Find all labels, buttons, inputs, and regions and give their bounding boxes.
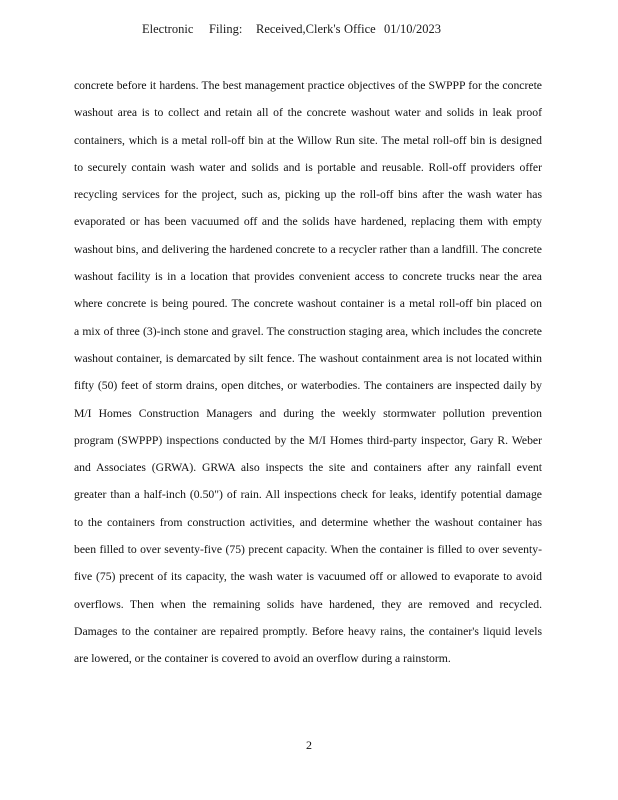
- header-office: Office: [344, 22, 376, 36]
- body-line: concrete before it hardens. The best management practice objectives of the SWPPP for the concrete: [74, 79, 542, 92]
- body-line: Damages to the container are repaired promptly. Before heavy rains, the container's liquid levels: [74, 624, 542, 638]
- body-line: washout container, is demarcated by silt fence. The washout containment area is not located within: [74, 351, 542, 365]
- body-line: and Associates (GRWA). GRWA also inspects the site and containers after any rainfall event: [74, 461, 542, 475]
- header-filing: Filing:: [209, 22, 243, 36]
- header-received: Received,Clerk's: [256, 22, 341, 36]
- body-line: washout bins, and delivering the hardened concrete to a recycler rather than a landfill. The concrete: [74, 242, 542, 256]
- body-line: fifty (50) feet of storm drains, open ditches, or waterbodies. The containers are inspected daily by: [74, 379, 542, 393]
- body-line: evaporated or has been vacuumed off and the solids have hardened, replacing them with empty: [74, 215, 542, 229]
- body-line: five (75) precent of its capacity, the wash water is vacuumed off or allowed to evaporate to avoid: [74, 570, 542, 584]
- body-line: overflows. Then when the remaining solids have hardened, they are removed and recycled.: [74, 597, 542, 611]
- body-line: washout area is to collect and retain all of the concrete washout water and solids in leak proof: [74, 106, 542, 120]
- body-line: M/I Homes Construction Managers and during the weekly stormwater pollution prevention: [74, 406, 542, 420]
- body-line: recycling services for the project, such as, picking up the roll-off bins after the wash water has: [74, 188, 542, 202]
- filing-header: [0, 21, 618, 37]
- body-line: to securely contain wash water and solids and is portable and reusable. Roll-off providers offer: [74, 160, 542, 174]
- body-line: been filled to over seventy-five (75) precent capacity. When the container is filled to over seventy-: [74, 543, 542, 557]
- header-date: 01/10/2023: [384, 22, 441, 36]
- header-electronic: Electronic: [142, 22, 194, 36]
- page-number: 2: [306, 738, 312, 752]
- body-line: to the containers from construction activities, and determine whether the washout container has: [74, 515, 542, 529]
- body-line: where concrete is being poured. The concrete washout container is a metal roll-off bin placed on: [74, 297, 542, 311]
- body-line: program (SWPPP) inspections conducted by the M/I Homes third-party inspector, Gary R. Weber: [74, 433, 542, 447]
- body-line: greater than a half-inch (0.50") of rain. All inspections check for leaks, identify potential damage: [74, 488, 542, 502]
- body-line: are lowered, or the container is covered to avoid an overflow during a rainstorm.: [74, 652, 451, 666]
- body-line: washout facility is in a location that provides convenient access to concrete trucks near the area: [74, 270, 542, 284]
- body-line: a mix of three (3)-inch stone and gravel. The construction staging area, which includes the concrete: [74, 324, 542, 338]
- body-line: containers, which is a metal roll-off bin at the Willow Run site. The metal roll-off bin is designed: [74, 133, 542, 147]
- document-body: [74, 72, 542, 673]
